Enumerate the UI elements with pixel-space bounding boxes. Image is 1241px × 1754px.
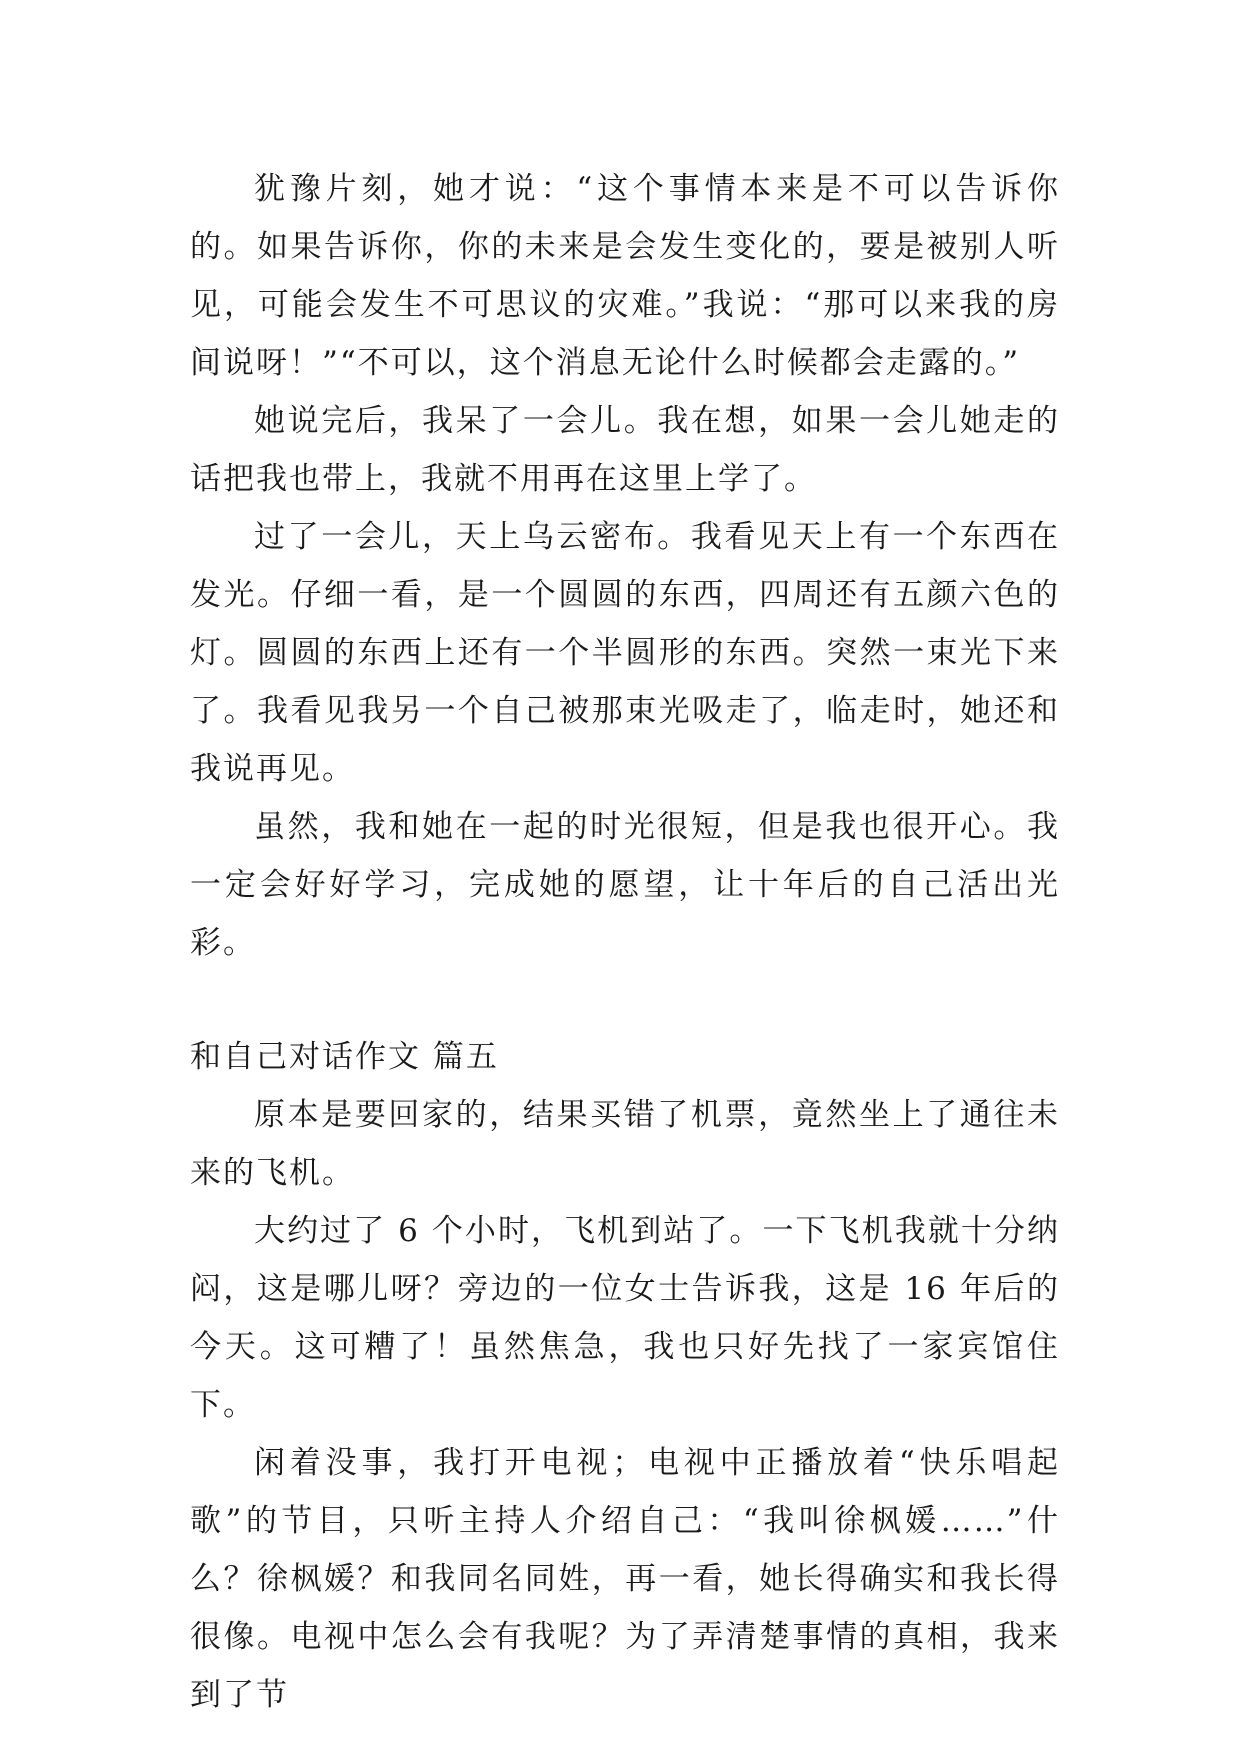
section-heading: 和自己对话作文 篇五 (190, 1039, 499, 1075)
paragraph: 犹豫片刻，她才说：“这个事情本来是不可以告诉你的。如果告诉你，你的未来是会发生变化的，要是被别人听见，可能会发生不可思议的灾难。”我说：“那可以来我的房间说呀！”“不可以，这个消息无论什么时候都会走露的。” (190, 171, 1060, 381)
paragraph: 大约过了 6 个小时，飞机到站了。一下飞机我就十分纳闷，这是哪儿呀？旁边的一位女士告诉我，这是 16 年后的今天。这可糟了！虽然焦急，我也只好先找了一家宾馆住下。 (190, 1213, 1060, 1423)
document-page (190, 160, 1060, 1724)
paragraph: 她说完后，我呆了一会儿。我在想，如果一会儿她走的话把我也带上，我就不用再在这里上学了。 (190, 403, 1060, 497)
paragraph: 虽然，我和她在一起的时光很短，但是我也很开心。我一定会好好学习，完成她的愿望，让十年后的自己活出光彩。 (190, 809, 1060, 961)
paragraph: 原本是要回家的，结果买错了机票，竟然坐上了通往未来的飞机。 (190, 1097, 1060, 1191)
paragraph: 闲着没事，我打开电视；电视中正播放着“快乐唱起歌”的节目，只听主持人介绍自己：“我叫徐枫媛……”什么？徐枫媛？和我同名同姓，再一看，她长得确实和我长得很像。电视中怎么会有我呢？为了弄清楚事情的真相，我来到了节 (190, 1445, 1060, 1713)
paragraph: 过了一会儿，天上乌云密布。我看见天上有一个东西在发光。仔细一看，是一个圆圆的东西，四周还有五颜六色的灯。圆圆的东西上还有一个半圆形的东西。突然一束光下来了。我看见我另一个自己被那束光吸走了，临走时，她还和我说再见。 (190, 519, 1060, 787)
